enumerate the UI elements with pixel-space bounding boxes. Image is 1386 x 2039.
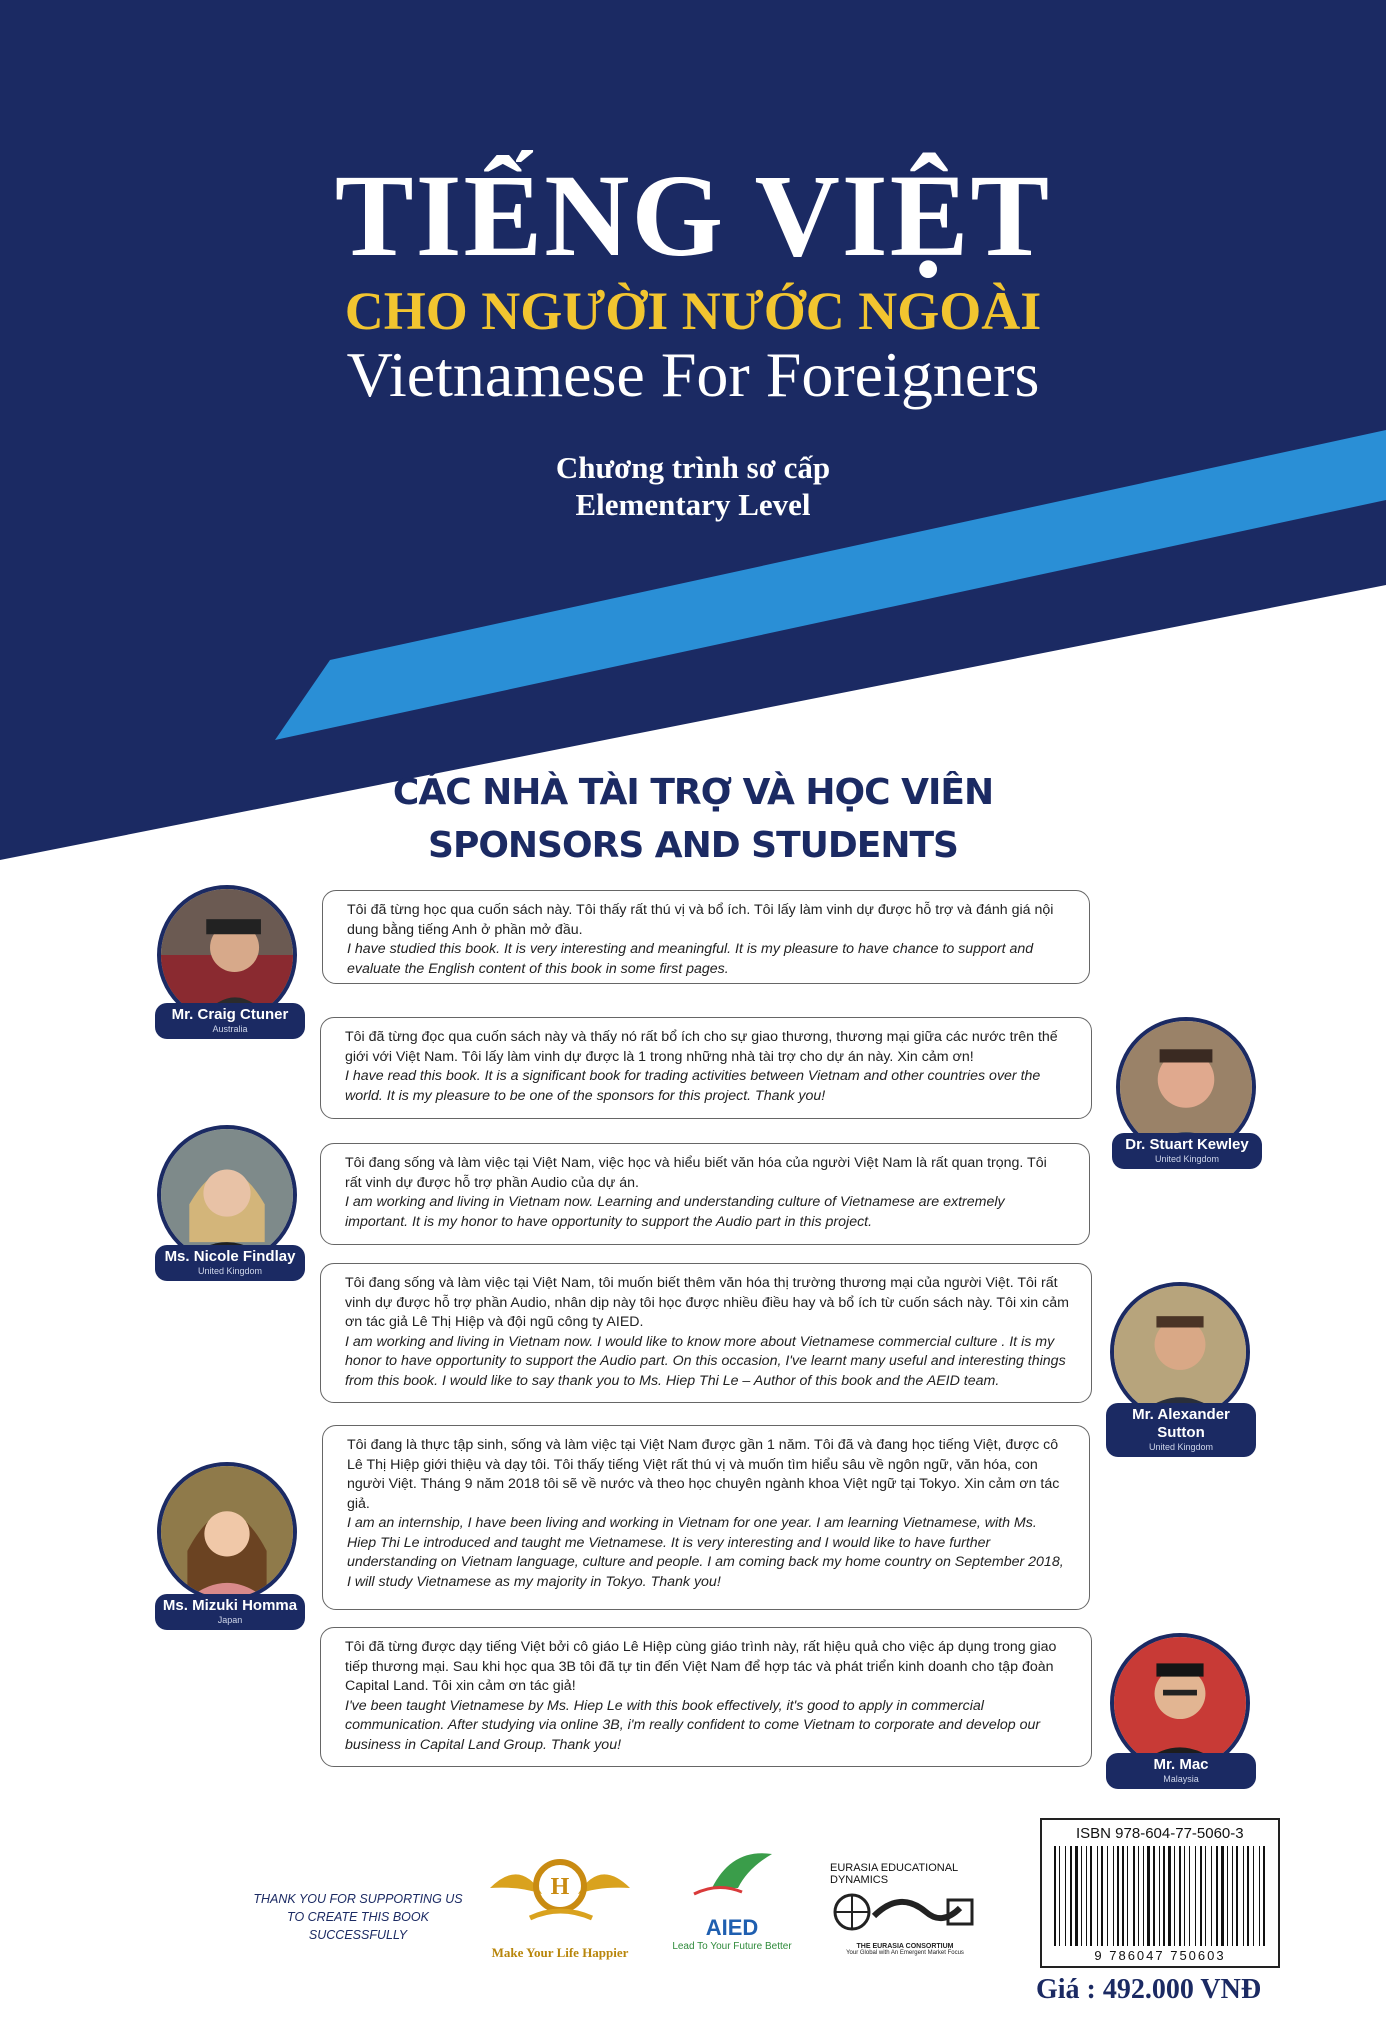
barcode-bar <box>1200 1846 1202 1946</box>
barcode <box>1052 1846 1268 1946</box>
barcode-bar <box>1117 1846 1119 1946</box>
barcode-bar <box>1065 1846 1066 1946</box>
barcode-bar <box>1195 1846 1196 1946</box>
cover-background <box>0 0 1386 860</box>
barcode-bar <box>1227 1846 1228 1946</box>
nametag-mr-mac: Mr. Mac Malaysia <box>1106 1753 1256 1789</box>
barcode-bar <box>1075 1846 1078 1946</box>
barcode-bar <box>1236 1846 1238 1946</box>
barcode-bar <box>1147 1846 1150 1946</box>
happier-logo <box>480 1848 640 1961</box>
nametag-craig-ctuner: Mr. Craig Ctuner Australia <box>155 1003 305 1039</box>
barcode-bar <box>1253 1846 1254 1946</box>
barcode-bar <box>1168 1846 1171 1946</box>
barcode-bar <box>1107 1846 1108 1946</box>
dragon-icon <box>830 1886 980 1938</box>
barcode-bar <box>1211 1846 1212 1946</box>
barcode-bar <box>1216 1846 1218 1946</box>
testimonial-bubble: Tôi đã từng đọc qua cuốn sách này và thấy nó rất bổ ích cho sự giao thương, thương mại giữa các nước trên thế giới với Việt Nam. Tôi lấy làm vinh dự được là 1 trong những nhà tài trợ cho dự án này. Xin cảm ơn! I have read this book. It is a significant book for trading activities between Vietnam and other countries over the world. It is my pleasure to be one of the sponsors for this project. Thank you! <box>320 1017 1092 1119</box>
barcode-bar <box>1101 1846 1103 1946</box>
aied-slogan: Lead To Your Future Better <box>672 1941 792 1952</box>
barcode-bar <box>1086 1846 1087 1946</box>
barcode-bar <box>1243 1846 1244 1946</box>
barcode-bar <box>1232 1846 1233 1946</box>
avatar-nicole-findlay <box>157 1125 297 1265</box>
barcode-bar <box>1179 1846 1181 1946</box>
eurasia-name: THE EURASIA CONSORTIUM <box>856 1943 954 1950</box>
barcode-bar <box>1127 1846 1128 1946</box>
barcode-bar <box>1143 1846 1144 1946</box>
barcode-bar <box>1189 1846 1190 1946</box>
eurasia-tagline: Your Global with An Emergent Market Focus <box>846 1950 964 1956</box>
barcode-bar <box>1054 1846 1056 1946</box>
barcode-bar <box>1138 1846 1139 1946</box>
nametag-mizuki-homma: Ms. Mizuki Homma Japan <box>155 1594 305 1630</box>
aied-name: AIED <box>705 1915 759 1940</box>
barcode-bar <box>1174 1846 1175 1946</box>
svg-text:H: H <box>550 1874 570 1900</box>
dove-icon <box>672 1848 792 1910</box>
avatar-mr-mac <box>1110 1633 1250 1773</box>
barcode-bar <box>1159 1846 1160 1946</box>
book-subtitle: CHO NGƯỜI NƯỚC NGOÀI <box>344 281 1042 341</box>
nametag-stuart-kewley: Dr. Stuart Kewley United Kingdom <box>1112 1133 1262 1169</box>
barcode-bar <box>1081 1846 1082 1946</box>
barcode-bar <box>1113 1846 1114 1946</box>
section-title-vietnamese: CÁC NHÀ TÀI TRỢ VÀ HỌC VIÊN <box>392 772 994 813</box>
barcode-bar <box>1122 1846 1124 1946</box>
testimonial-bubble: Tôi đang là thực tập sinh, sống và làm việc tại Việt Nam được gần 1 năm. Tôi đã và đang học tiếng Việt, được cô Lê Thị Hiệp giới thiệu và dạy tôi. Tôi thấy tiếng Việt rất thú vị và muốn tìm hiểu sâu về ngôn ngữ, văn hóa, con người Việt. Tháng 9 năm 2018 tôi sẽ về nước và theo học chuyên ngành khoa Việt ngữ tại Tokyo. Xin cảm ơn tác giả. I am an internship, I have been living and working in Vietnam for one year. I am learning Vietnamese, with Ms. Hiep Thi Le introduced and taught me Vietnamese. It is very interesting and I would like to have further understanding on Vietnam language, culture and people. I am coming back my home country on September 2018, I will study Vietnamese as my majority in Tokyo. Thank you! <box>322 1425 1090 1610</box>
level-vietnamese: Chương trình sơ cấp <box>555 450 831 485</box>
barcode-bar <box>1133 1846 1135 1946</box>
price: Giá : 492.000 VNĐ <box>1036 1974 1262 2005</box>
book-title-english: Vietnamese For Foreigners <box>346 339 1040 410</box>
thanks-note: THANK YOU FOR SUPPORTING US TO CREATE THIS BOOK SUCCESSFULLY <box>253 1892 463 1942</box>
barcode-bar <box>1153 1846 1155 1946</box>
section-title-english: SPONSORS AND STUDENTS <box>428 825 958 866</box>
testimonial-bubble: Tôi đã từng học qua cuốn sách này. Tôi thấy rất thú vị và bổ ích. Tôi lấy làm vinh dự được hỗ trợ và đánh giá nội dung bằng tiếng Anh ở phần mở đầu. I have studied this book. It is very interesting and meaningful. It is my pleasure to have chance to support and evaluate the English content of this book in some first pages. <box>322 890 1090 984</box>
happier-slogan: Make Your Life Happier <box>491 1945 629 1960</box>
barcode-bar <box>1247 1846 1249 1946</box>
barcode-digits: 9 786047 750603 <box>1094 1948 1226 1963</box>
barcode-bar <box>1184 1846 1185 1946</box>
aied-logo <box>672 1848 792 1952</box>
isbn-label: ISBN 978-604-77-5060-3 <box>1076 1825 1244 1842</box>
barcode-bar <box>1263 1846 1265 1946</box>
eurasia-logo <box>830 1862 1000 1956</box>
testimonial-bubble: Tôi đang sống và làm việc tại Việt Nam, tôi muốn biết thêm văn hóa thị trường thương mại của người Việt. Tôi rất vinh dự được hỗ trợ phần Audio, nhân dịp này tôi học được nhiều điều hay và bổ ích từ cuốn sách này. Tôi xin cảm ơn tác giả Lê Thị Hiệp và đội ngũ công ty AIED. I am working and living in Vietnam now. I would like to know more about Vietnamese commercial culture . It is my honor to have opportunity to support the Audio part. On this occasion, I've learnt many useful and interesting things from this book. I would like to say thank you to Ms. Hiep Thi Le – Author of this book and the AEID team. <box>320 1263 1092 1403</box>
barcode-bar <box>1097 1846 1098 1946</box>
barcode-bar <box>1059 1846 1060 1946</box>
barcode-bar <box>1163 1846 1165 1946</box>
barcode-bar <box>1221 1846 1224 1946</box>
barcode-bar <box>1259 1846 1260 1946</box>
barcode-bar <box>1070 1846 1072 1946</box>
book-title: TIẾNG VIỆT <box>334 150 1052 281</box>
level-english: Elementary Level <box>575 487 811 522</box>
nametag-alexander-sutton: Mr. Alexander Sutton United Kingdom <box>1106 1403 1256 1457</box>
testimonial-bubble: Tôi đã từng được dạy tiếng Việt bởi cô giáo Lê Hiệp cùng giáo trình này, rất hiệu quả cho việc áp dụng trong giao tiếp thương mại. Sau khi học qua 3B tôi đã tự tin đến Việt Nam để hợp tác và phát triển kinh doanh cho tập đoàn Capital Land. Tôi xin cảm ơn tác giả! I've been taught Vietnamese by Ms. Hiep Le with this book effectively, it's good to apply in commercial communication. After studying via online 3B, i'm really confident to come Vietnam to corporate and develop our business in Capital Land Group. Thank you! <box>320 1627 1092 1767</box>
testimonial-bubble: Tôi đang sống và làm việc tại Việt Nam, việc học và hiểu biết văn hóa của người Việt Nam là rất quan trọng. Tôi rất vinh dự được hỗ trợ phần Audio của dự án. I am working and living in Vietnam now. Learning and understanding culture of Vietnamese are extremely important. It is my honor to have opportunity to support the Audio part in this project. <box>320 1143 1090 1245</box>
avatar-mizuki-homma <box>157 1462 297 1602</box>
nametag-nicole-findlay: Ms. Nicole Findlay United Kingdom <box>155 1245 305 1281</box>
barcode-bar <box>1090 1846 1092 1946</box>
eurasia-header: EURASIA EDUCATIONAL DYNAMICS <box>830 1862 958 1886</box>
barcode-bar <box>1205 1846 1206 1946</box>
phoenix-icon <box>480 1848 640 1940</box>
avatar-alexander-sutton <box>1110 1282 1250 1422</box>
